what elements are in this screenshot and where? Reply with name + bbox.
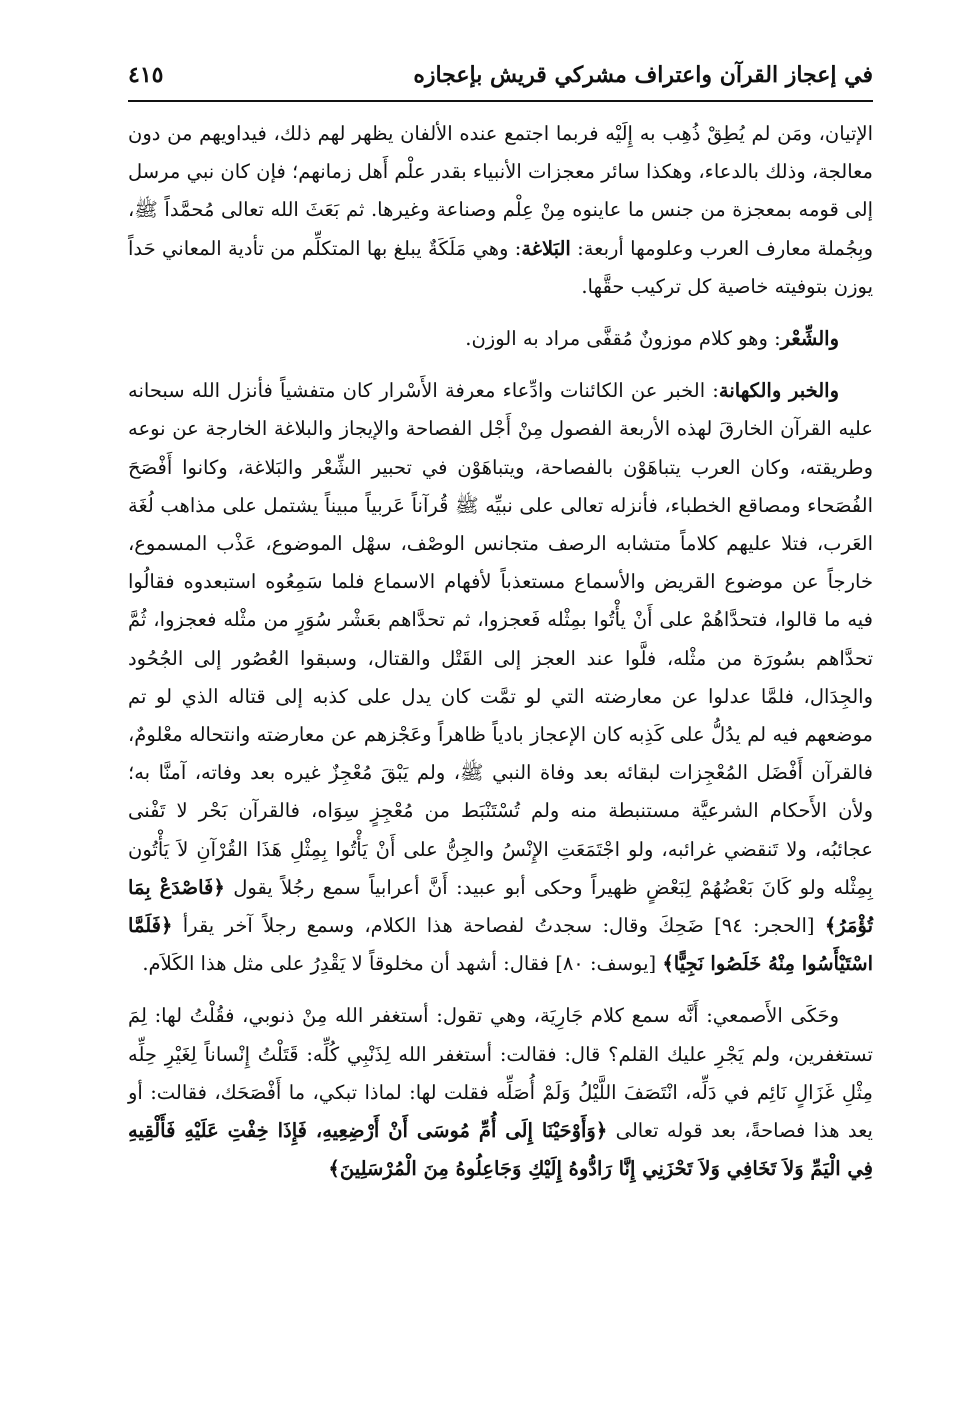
term-poetry: والشِّعْر <box>780 327 839 351</box>
paragraph-text: الإتيان، ومَن لم يُطِقْ ذُهِب به إِلَيْه فربما اجتمع عنده الألفان يظهر لهم ذلك، فيداويهم من دون معالجة، وذلك بالدعاء، وهكذا سائر معجزات الأنبياء بقدر علْم أَهل زمانهم؛ فإن كان نبي مرسل إلى قومه بمعجزة من جنس ما عاينوه مِنْ عِلْم وصناعة وغيرها. ثم بَعَثَ الله تعالى مُحمَّداً ﷺ، وبِجُملة معارف العرب وعلومها أربعة: <box>128 122 873 260</box>
paragraph-text: : الخبر عن الكائنات وادِّعاء معرفة الأَسْرار كان متفشياً فأنزل الله سبحانه عليه القرآن الخارقَ لهذه الأربعة الفصول مِنْ أَجْل الفصاحة والإيجاز والبلاغة الخارجة عن نوعه وطريقته، وكان العرب يتباهَوْن بالفصاحة، ويتباهَوْن في تحبير الشِّعْر والبَلاغة، وكانوا أَفْصَحَ الفُصَحاء ومصاقع الخطباء، فأنزله تعالى على نبيِّه ﷺ قُرآناً عَربياً مبيناً يشتمل على مذاهب لُغَة العَرب، فتلا عليهم كلاماً متشابه الرصف متجانس الوصْف، سهْل الموضوع، عَذْب المسموع، خارجاً عن موضوع القريض والأسماع مستعذباً لأفهام الاسماع فلما سَمِعُوه استبعدوه فقالُوا فيه ما قالوا، فتحدَّاهُمْ على أَنْ يأْتُوا بمِثْله فَعجزوا، ثم تحدَّاهم بعَشْر سُوَرٍ من مثْله فعجزوا، ثُمَّ تحدَّاهم بسُورَة من مثْله، فلَّوا عند العجز إلى القَتْل والقتال، وسبقوا العُصُور إلى الجُحُود والجِدَال، فلمَّا عدلوا عن معارضته التي لو تمَّت كان يدل على كذبه إلى قتاله الذي لو تم موضعهم فيه لم يدُلُّ على كَذِبه كان الإعجاز بادياً ظاهراً وعَجْزهم عن معارضته وانتحاله معْلومٌ، فالقرآن أَفْضَل المُعْجِزات لبقائه بعد وفاة النبي ﷺ، ولم يَبْقَ مُعْجِزٌ غيره بعد وفاته، آمنَّا به؛ ولأن الأَحكام الشرعيَّة مستنبطة منه ولم تُسْتَنْبَط من مُعْجِزٍ سِوَاه، فالقرآن بَحْر لا تَفْنى عجائبُه، ولا تَنقضي غرائبه، ولو اجْتَمَعَتِ الإِنْسُ والجِنُّ على أَنْ يَأْتُوا بِمِثْلِ هَذَا القُرْآنِ لاَ يَأْتُون بِمِثْله ولو كَانَ بَعْضُهُمْ لِبَعْضٍ ظهيراً وحكى أبو عبيد: أَنَّ أعرابياً سمع رجُلاً يقول <box>128 379 873 899</box>
paragraph-text: وحَكَى الأَصمعي: أَنَّه سمع كلام جَارِيَة، وهي تقول: أستغفر الله مِنْ ذنوبي، فقُلْتُ لها: لِمَ تستغفرين، ولم يَجْرِ عليك القلم؟ قال: فقالت: أستغفر الله لِذَنْبِي كُلِّه: قَتَلْتُ إِنْساناً لِغَيْرِ حِلِّه مِثْلِ غَزَالٍ نَائِم في دَلِّه، انْتَصَفَ اللَّيْلُ وَلَمْ أُصَلِّه فقلت لها: لماذا تبكي، ما أَفْصَحَك، فقالت: أو يعد هذا فصاحةً، بعد قوله تعالى <box>128 1004 873 1143</box>
quran-verse-yusuf: ﴿فَلَمَّا اسْتَيْأَسُوا مِنْهُ خَلَصُوا نَجِيًّا﴾ <box>128 914 873 976</box>
paragraph-intro <box>128 115 873 306</box>
page-number: ٤١٥ <box>128 62 164 88</box>
quran-verse-qasas: ﴿وَأَوْحَيْنَا إِلَى أُمِّ مُوسَى أَنْ أَرْضِعِيهِ، فَإِذَا خِفْتِ عَلَيْهِ فَأَلْقِيهِ فِي الْيَمِّ وَلاَ تَخَافِي وَلاَ تَحْزَنِي إِنَّا رَادُّوهُ إِلَيْكِ وَجَاعِلُوهُ مِنَ الْمُرْسَلِينَ﴾ <box>128 1119 873 1181</box>
paragraph-news-divination <box>128 372 873 983</box>
paragraph-text: [يوسف: ٨٠] فقال: أشهد أن مخلوقاً لا يَقْدِرُ على مثل هذا الكَلاَم. <box>142 952 663 976</box>
running-title: في إعجاز القرآن واعتراف مشركي قريش بإعجازه <box>413 62 873 88</box>
paragraph-text: : وهو كلام موزونٌ مُقفَّى مراد به الوزن. <box>465 327 781 351</box>
paragraph-spacer <box>128 306 873 320</box>
term-news-divination: والخبر والكهانة <box>718 379 840 403</box>
paragraph-text: [الحجر: ٩٤] ضَحِكَ وقال: سجدتُ لفصاحة هذا الكلام، وسمع رجلاً آخر يقرأ <box>172 914 825 938</box>
quran-verse-hijr: ﴿فَاصْدَعْ بِمَا تُؤْمَرُ﴾ <box>128 875 873 938</box>
page-header <box>128 60 873 102</box>
paragraph-asmai <box>128 997 873 1188</box>
term-balagha: البَلاغة <box>521 236 571 260</box>
paragraph-spacer <box>128 983 873 997</box>
paragraph-text: : وهي مَلَكَةٌ يبلغ بها المتكلِّم من تأدية المعاني حَداً يوزن بتوفيته خاصية كل تركيب حقَّها. <box>128 236 873 298</box>
body-text <box>128 115 873 1188</box>
paragraph-spacer <box>128 358 873 372</box>
paragraph-poetry <box>128 320 873 358</box>
